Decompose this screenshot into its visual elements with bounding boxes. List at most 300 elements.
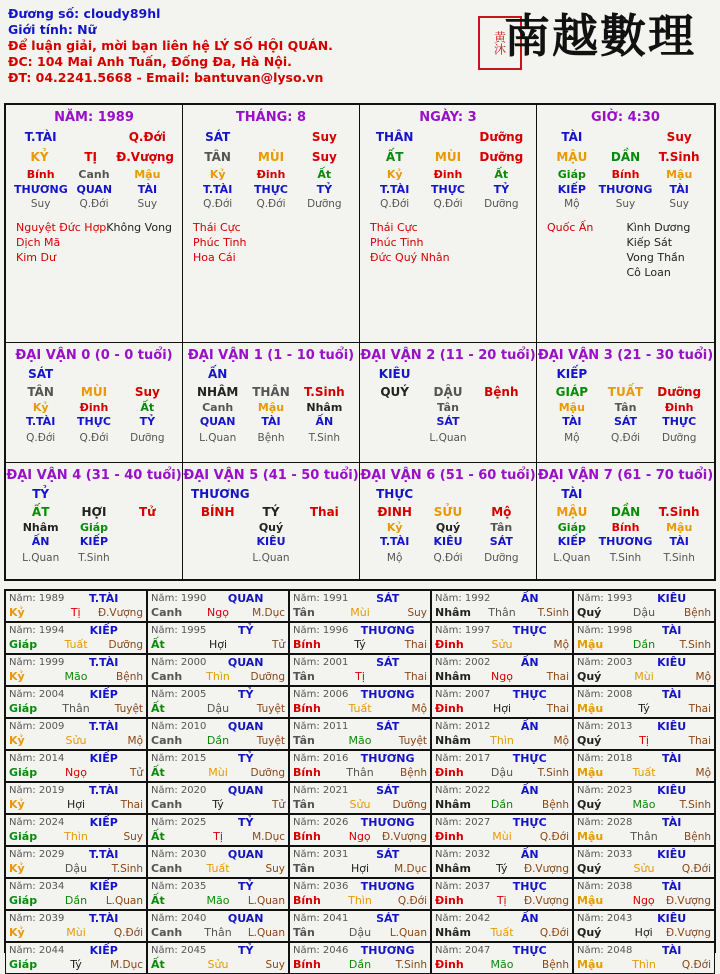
tenshen-row-cell xyxy=(599,127,653,147)
annual-cell[interactable] xyxy=(289,622,431,654)
annual-cell[interactable] xyxy=(573,814,715,846)
annual-cell[interactable] xyxy=(431,654,573,686)
phase: Q.Đới xyxy=(681,959,712,971)
stem-branch-row-cell: BÍNH xyxy=(200,505,235,519)
annual-cell[interactable] xyxy=(431,942,573,974)
annual-cell[interactable] xyxy=(5,622,147,654)
hidden-stem-row-cell: Mậu xyxy=(558,401,585,414)
branch: Tuất xyxy=(490,926,514,939)
year-label: Năm: 2022 xyxy=(435,785,491,796)
ten-god: T.TÀI xyxy=(89,784,119,797)
branch: Dần xyxy=(64,894,88,907)
stem: Đinh xyxy=(435,638,464,651)
year-label: Năm: 2025 xyxy=(151,817,207,828)
year-label: Năm: 1995 xyxy=(151,625,207,636)
tenshen-row-cell: THỰC xyxy=(376,487,414,501)
phase: Thai xyxy=(546,703,570,715)
year-label: Năm: 2019 xyxy=(9,785,65,796)
ten-god: ẤN xyxy=(520,656,539,669)
stem: Giáp xyxy=(9,894,38,907)
annual-cell[interactable] xyxy=(147,654,289,686)
year-label: Năm: 1993 xyxy=(577,593,633,604)
year-label: Năm: 2009 xyxy=(9,721,65,732)
hidden-god-row xyxy=(6,535,182,549)
annual-cell[interactable] xyxy=(5,910,147,942)
annual-cell[interactable] xyxy=(431,622,573,654)
year-label: Năm: 2008 xyxy=(577,689,633,700)
owner-line: Đương số: cloudy89hl xyxy=(8,6,161,21)
phase: Bệnh xyxy=(542,959,570,971)
hidden-god-row xyxy=(537,182,714,197)
dai-van-title: ĐẠI VẬN 6 (51 - 60 tuổi) xyxy=(360,468,536,483)
annual-cell[interactable] xyxy=(431,686,573,718)
hidden-god-row-cell: ẤN xyxy=(315,415,334,428)
hidden-stem-row xyxy=(183,521,359,535)
hidden-god-row-cell: TÀI xyxy=(562,415,582,428)
ten-god: THƯƠNG xyxy=(360,752,415,765)
annual-cell[interactable] xyxy=(289,878,431,910)
tenshen-row xyxy=(360,365,536,383)
phone-email-line[interactable]: ĐT: 04.2241.5668 - Email: bantuvan@lyso.vn xyxy=(8,70,324,85)
year-label: Năm: 2016 xyxy=(293,753,349,764)
annual-cell[interactable] xyxy=(5,942,147,974)
annual-cell[interactable] xyxy=(289,814,431,846)
branch: Thìn xyxy=(64,830,88,843)
phase: M.Dục xyxy=(252,607,286,619)
annual-cell[interactable] xyxy=(573,750,715,782)
stem-branch-row-cell: TÂN xyxy=(204,150,231,164)
ten-god: KIẾP xyxy=(89,752,118,765)
hidden-god-row-cell: THỰC xyxy=(662,415,697,428)
branch: Thìn xyxy=(632,958,656,971)
annual-cell[interactable] xyxy=(147,590,289,622)
phase: Đ.Vượng xyxy=(523,863,569,875)
ten-god: TÀI xyxy=(662,688,682,701)
annual-cell[interactable] xyxy=(289,782,431,814)
ten-god: QUAN xyxy=(227,592,264,605)
annual-cell[interactable] xyxy=(431,846,573,878)
stem: Ất xyxy=(151,766,165,779)
annual-cell[interactable] xyxy=(573,718,715,750)
year-label: Năm: 2028 xyxy=(577,817,633,828)
stem: Ất xyxy=(151,894,165,907)
stem: Canh xyxy=(151,670,183,683)
hidden-stem-row-cell: Bính xyxy=(26,168,55,181)
tenshen-row-cell: TÀI xyxy=(561,487,583,501)
hidden-god-row-cell: QUAN xyxy=(199,415,236,428)
phase-row-cell: T.Sinh xyxy=(78,552,110,564)
ten-god: TÀI xyxy=(662,944,682,957)
branch: Tý xyxy=(354,638,366,651)
hidden-god-row-cell: SÁT xyxy=(489,535,513,548)
phase: Tuyệt xyxy=(114,703,144,715)
hidden-god-row xyxy=(183,182,359,197)
stem-branch-row xyxy=(6,503,182,521)
phase: Thai xyxy=(404,639,428,651)
hidden-stem-row-cell: Nhâm xyxy=(306,401,343,414)
branch: Dậu xyxy=(348,926,372,939)
branch: Ngọ xyxy=(348,830,371,843)
tenshen-row xyxy=(360,485,536,503)
stem: Canh xyxy=(151,606,183,619)
stem-branch-row-cell: T.Sinh xyxy=(658,150,700,164)
ten-god: ẤN xyxy=(520,784,539,797)
stem-branch-row-cell: T.Sinh xyxy=(303,385,345,399)
ten-god: KIÊU xyxy=(657,592,687,605)
tenshen-row-cell xyxy=(121,365,174,383)
annual-cell[interactable] xyxy=(147,910,289,942)
star-item: Hoa Cái xyxy=(193,251,236,264)
phase: Tuyệt xyxy=(256,703,286,715)
ten-god: KIÊU xyxy=(657,656,687,669)
annual-cell[interactable] xyxy=(5,846,147,878)
annual-cell[interactable] xyxy=(147,942,289,974)
ten-god: TỶ xyxy=(237,880,254,893)
stem: Tân xyxy=(293,926,315,939)
tenshen-row xyxy=(6,485,182,503)
hidden-stem-row-cell: Bính xyxy=(611,521,640,534)
dai-van-0[interactable] xyxy=(6,343,183,463)
annual-cell[interactable] xyxy=(573,846,715,878)
stars-list xyxy=(6,212,182,265)
year-label: Năm: 2041 xyxy=(293,913,349,924)
annual-cell[interactable] xyxy=(573,590,715,622)
hidden-god-row xyxy=(183,535,359,549)
star-item: Dịch Mã xyxy=(16,236,61,249)
phase-row-cell: Q.Đới xyxy=(256,198,286,210)
stars-list xyxy=(183,212,359,265)
year-label: Năm: 2048 xyxy=(577,945,633,956)
stem: Nhâm xyxy=(435,734,471,747)
phase-row-cell xyxy=(298,549,351,567)
annual-cell[interactable] xyxy=(147,718,289,750)
annual-cell[interactable] xyxy=(147,814,289,846)
stem: Mậu xyxy=(577,638,604,651)
annual-cell[interactable] xyxy=(5,814,147,846)
phase-row-cell: Suy xyxy=(137,198,158,210)
pillar-title: GIỜ: 4:30 xyxy=(591,110,660,125)
hidden-stem-row-cell: Quý xyxy=(258,521,284,534)
annual-cell[interactable] xyxy=(289,910,431,942)
branch: Hợi xyxy=(208,638,228,651)
annual-cell[interactable] xyxy=(147,878,289,910)
phase-row xyxy=(537,197,714,212)
ten-god: TỶ xyxy=(237,816,254,829)
stem: Bính xyxy=(293,638,321,651)
hidden-stem-row-cell: Tân xyxy=(614,401,637,414)
year-label: Năm: 2040 xyxy=(151,913,207,924)
stem: Canh xyxy=(151,798,183,811)
phase-row-cell: Q.Đới xyxy=(610,432,641,444)
annual-cell[interactable] xyxy=(289,686,431,718)
tenshen-row-cell: T.TÀI xyxy=(24,130,57,144)
hidden-stem-row-cell: Bính xyxy=(611,168,640,181)
phase: Mộ xyxy=(695,767,712,779)
phase: T.Sinh xyxy=(111,863,144,875)
stem-branch-row-cell: MÙI xyxy=(434,150,462,164)
hidden-stem-row-cell: Đinh xyxy=(256,168,286,181)
annual-cell[interactable] xyxy=(431,718,573,750)
branch: Dần xyxy=(632,638,656,651)
hidden-god-row-cell: QUAN xyxy=(76,183,113,196)
year-label: Năm: 2029 xyxy=(9,849,65,860)
annual-cell[interactable] xyxy=(147,846,289,878)
tenshen-row-cell xyxy=(599,485,653,503)
annual-cell[interactable] xyxy=(573,942,715,974)
year-label: Năm: 2038 xyxy=(577,881,633,892)
hidden-stem-row-cell: Ất xyxy=(317,168,332,181)
hidden-stem-row-cell: Mậu xyxy=(666,168,693,181)
annual-cell[interactable] xyxy=(289,942,431,974)
dai-van-title: ĐẠI VẬN 5 (41 - 50 tuổi) xyxy=(183,468,359,483)
annual-cell[interactable] xyxy=(5,878,147,910)
branch: Mão xyxy=(490,958,514,971)
ten-god: TỶ xyxy=(237,624,254,637)
phase: Dưỡng xyxy=(392,799,428,811)
ten-god: ẤN xyxy=(520,912,539,925)
ten-god: SÁT xyxy=(376,656,400,669)
annual-cell[interactable] xyxy=(5,686,147,718)
hidden-stem-row-cell: Canh xyxy=(202,401,234,414)
branch: Mùi xyxy=(492,830,512,843)
hidden-stem-row-cell xyxy=(121,521,174,535)
branch: Hợi xyxy=(350,862,370,875)
dai-van-title: ĐẠI VẬN 7 (61 - 70 tuổi) xyxy=(537,468,714,483)
ten-god: SÁT xyxy=(376,592,400,605)
annual-cell[interactable] xyxy=(573,782,715,814)
hidden-god-row-cell: THƯƠNG xyxy=(14,183,68,196)
hidden-god-row-cell: TÀI xyxy=(669,183,689,196)
annual-cell[interactable] xyxy=(289,718,431,750)
branch: Hợi xyxy=(66,798,86,811)
tenshen-row-cell: THÂN xyxy=(375,130,414,144)
stem-branch-row-cell: MẬU xyxy=(556,150,588,164)
annual-cell[interactable] xyxy=(431,910,573,942)
annual-cell[interactable] xyxy=(5,718,147,750)
dai-van-1[interactable] xyxy=(183,343,360,463)
stem: Bính xyxy=(293,766,321,779)
branch: Hợi xyxy=(492,702,512,715)
stem: Đinh xyxy=(435,830,464,843)
year-label: Năm: 2036 xyxy=(293,881,349,892)
branch: Dậu xyxy=(490,766,514,779)
branch: Sửu xyxy=(207,958,229,971)
pillar-title: THÁNG: 8 xyxy=(235,110,307,125)
annual-cell[interactable] xyxy=(5,590,147,622)
phase-row xyxy=(360,197,536,212)
annual-cell[interactable] xyxy=(573,622,715,654)
star-item: Thái Cực xyxy=(370,221,418,234)
annual-cell[interactable] xyxy=(573,910,715,942)
stem: Đinh xyxy=(435,958,464,971)
branch: Mão xyxy=(206,894,230,907)
dai-van-7[interactable] xyxy=(537,463,714,579)
tenshen-row-cell xyxy=(421,127,474,147)
branch: Tý xyxy=(495,862,508,875)
annual-cell[interactable] xyxy=(289,846,431,878)
stars-list xyxy=(537,212,714,280)
stem: Giáp xyxy=(9,766,38,779)
annual-cell[interactable] xyxy=(431,590,573,622)
stem: Mậu xyxy=(577,894,604,907)
tenshen-row-cell xyxy=(421,365,474,383)
tenshen-row-cell: SÁT xyxy=(28,367,54,381)
stem: Mậu xyxy=(577,766,604,779)
branch: Mão xyxy=(632,798,656,811)
annual-cell[interactable] xyxy=(431,878,573,910)
stem-branch-row xyxy=(360,383,536,401)
phase-row xyxy=(537,549,714,567)
branch: Thìn xyxy=(206,670,230,683)
phase-row xyxy=(183,549,359,567)
tenshen-row-cell: TỶ xyxy=(32,487,50,501)
stem-branch-row-cell: DẦN xyxy=(610,505,641,519)
ten-god: TÀI xyxy=(662,624,682,637)
hidden-god-row xyxy=(360,182,536,197)
stars-list xyxy=(360,212,536,265)
branch: Tý xyxy=(212,798,224,811)
stem: Quý xyxy=(577,798,602,811)
annual-cell[interactable] xyxy=(5,654,147,686)
stem-branch-row-cell: SỬU xyxy=(433,505,463,519)
ten-god: KIÊU xyxy=(657,784,687,797)
hidden-stem-row-cell: Tân xyxy=(437,401,459,414)
stem-branch-row-cell: Mộ xyxy=(491,505,512,519)
hidden-stem-row-cell: Kỷ xyxy=(386,521,403,534)
ten-god: QUAN xyxy=(227,656,264,669)
annual-cell[interactable] xyxy=(573,654,715,686)
annual-cell[interactable] xyxy=(289,590,431,622)
phase: L.Quan xyxy=(105,895,144,907)
annual-cell[interactable] xyxy=(573,878,715,910)
year-label: Năm: 2001 xyxy=(293,657,349,668)
branch: Thân xyxy=(630,830,658,843)
stem-branch-row-cell: TÂN xyxy=(27,385,54,399)
phase: Suy xyxy=(265,959,286,971)
branch: Sửu xyxy=(491,638,513,651)
hidden-god-row-cell xyxy=(475,415,528,429)
year-label: Năm: 1990 xyxy=(151,593,207,604)
star-item: Quốc Ấn xyxy=(547,221,594,234)
year-label: Năm: 2012 xyxy=(435,721,491,732)
tenshen-row-cell xyxy=(67,127,120,147)
hidden-stem-row-cell xyxy=(298,521,351,535)
stem-branch-row-cell: DẬU xyxy=(433,385,463,399)
branch: Tị xyxy=(213,830,223,843)
year-label: Năm: 2047 xyxy=(435,945,491,956)
phase-row-cell: L.Quan xyxy=(22,552,60,564)
phase-row-cell: T.Sinh xyxy=(308,432,341,444)
stem: Quý xyxy=(577,926,602,939)
dai-van-2[interactable] xyxy=(360,343,537,463)
stem-branch-row-cell: QUÝ xyxy=(380,385,409,399)
dai-van-6[interactable] xyxy=(360,463,537,579)
tenshen-row-cell: Q.Đới xyxy=(128,130,166,144)
annual-cell[interactable] xyxy=(147,782,289,814)
annual-cell[interactable] xyxy=(5,750,147,782)
annual-cell[interactable] xyxy=(5,782,147,814)
phase: Đ.Vượng xyxy=(97,607,143,619)
hidden-stem-row-cell: Mậu xyxy=(257,401,285,414)
stem-branch-row-cell: Dưỡng xyxy=(657,385,702,399)
stem: Giáp xyxy=(9,638,38,651)
annual-cell[interactable] xyxy=(431,750,573,782)
dai-van-title: ĐẠI VẬN 3 (21 - 30 tuổi) xyxy=(537,348,714,363)
annual-cell[interactable] xyxy=(431,814,573,846)
annual-cell[interactable] xyxy=(289,750,431,782)
star-item: Nguyệt Đức Hợp xyxy=(16,221,107,234)
annual-cell[interactable] xyxy=(147,750,289,782)
stem: Kỷ xyxy=(9,798,25,811)
branch: Mùi xyxy=(208,766,228,779)
hidden-stem-row-cell: Quý xyxy=(435,521,461,534)
ten-god: TỶ xyxy=(237,688,254,701)
hidden-stem-row-cell: Giáp xyxy=(557,521,586,534)
dai-van-4[interactable] xyxy=(6,463,183,579)
year-label: Năm: 2013 xyxy=(577,721,633,732)
hidden-stem-row-cell: Mậu xyxy=(666,521,693,534)
ten-god: KIẾP xyxy=(89,624,118,637)
annual-cell[interactable] xyxy=(573,686,715,718)
year-label: Năm: 2030 xyxy=(151,849,207,860)
tenshen-row-cell xyxy=(244,127,297,147)
hidden-god-row-cell xyxy=(368,415,421,429)
stem: Mậu xyxy=(577,958,604,971)
phase-row-cell: Dưỡng xyxy=(661,432,697,444)
stem: Giáp xyxy=(9,830,38,843)
annual-cell[interactable] xyxy=(147,622,289,654)
hidden-stem-row-cell: Đinh xyxy=(664,401,694,414)
ten-god: KIẾP xyxy=(89,816,118,829)
phase: T.Sinh xyxy=(679,799,712,811)
annual-cell[interactable] xyxy=(147,686,289,718)
dai-van-5[interactable] xyxy=(183,463,360,579)
hidden-stem-row xyxy=(183,167,359,182)
phase-row-cell: Q.Đới xyxy=(380,198,410,210)
hidden-god-row xyxy=(360,415,536,429)
red-seal-stamp: 黄沐 xyxy=(478,16,522,70)
phase-row-cell: Mộ xyxy=(564,198,580,210)
phase: T.Sinh xyxy=(537,767,570,779)
phase-row-cell xyxy=(475,429,528,447)
hidden-god-row-cell: TÀI xyxy=(137,183,158,196)
annual-cell[interactable] xyxy=(431,782,573,814)
stem: Ất xyxy=(151,638,165,651)
phase: Đ.Vượng xyxy=(665,895,711,907)
hidden-stem-row-cell: Kỷ xyxy=(386,168,403,181)
phase-row-cell: Q.Đới xyxy=(79,198,109,210)
stem-branch-row xyxy=(6,383,182,401)
hidden-stem-row xyxy=(360,167,536,182)
hidden-god-row-cell: KIÊU xyxy=(256,535,286,548)
stem-branch-row xyxy=(537,503,714,521)
star-item: Phúc Tinh xyxy=(193,236,247,249)
stem: Giáp xyxy=(9,702,38,715)
stem: Kỷ xyxy=(9,926,25,939)
stem: Tân xyxy=(293,798,315,811)
phase-row xyxy=(537,429,714,447)
stem-branch-row-cell: Suy xyxy=(311,150,337,164)
phase: Mộ xyxy=(127,735,144,747)
ten-god: KIẾP xyxy=(89,880,118,893)
dai-van-3[interactable] xyxy=(537,343,714,463)
hidden-god-row-cell: T.TÀI xyxy=(203,183,233,196)
annual-cell[interactable] xyxy=(289,654,431,686)
ten-god: T.TÀI xyxy=(89,912,119,925)
pillar-title: NĂM: 1989 xyxy=(54,110,134,125)
hidden-god-row-cell: THỰC xyxy=(431,183,465,196)
hidden-stem-row-cell: Đinh xyxy=(433,168,463,181)
